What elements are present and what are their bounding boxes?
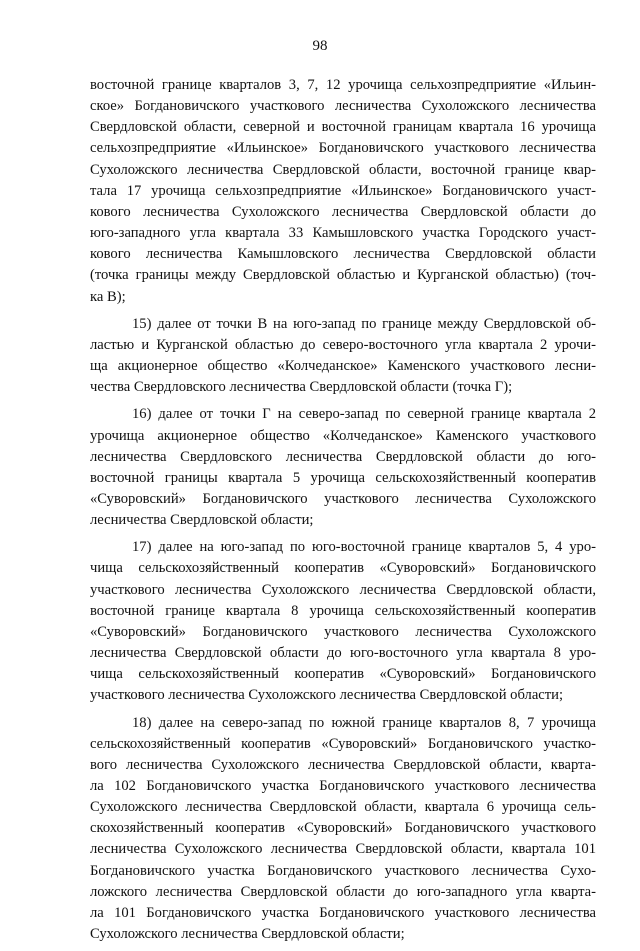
document-body bbox=[90, 75, 596, 951]
text-line: тала 17 урочища сельхозпредприятие «Ильинское» Богдановичского участ- bbox=[90, 182, 596, 199]
text-line: «Суворовский» Богдановичского участкового лесничества Сухоложского bbox=[90, 623, 596, 640]
text-line: ское» Богдановичского участкового лесничества Сухоложского лесничества bbox=[90, 98, 596, 115]
text-line: Сухоложского лесничества Свердловской области, восточной границе квар- bbox=[90, 161, 596, 178]
text-line: Свердловской области, северной и восточной границам квартала 16 урочища bbox=[90, 119, 596, 136]
text-line: (точка границы между Свердловской областью и Курганской областью) (точ- bbox=[90, 267, 596, 284]
text-line: лесничества Сухоложского лесничества Свердловской области, квартала 101 bbox=[90, 841, 596, 858]
text-line: 17) далее на юго-запад по юго-восточной границе кварталов 5, 4 уро- bbox=[132, 539, 596, 556]
text-line: «Суворовский» Богдановичского участкового лесничества Сухоложского bbox=[90, 490, 596, 507]
text-line: 18) далее на северо-запад по южной границе кварталов 8, 7 урочища bbox=[132, 714, 596, 731]
text-line: Богдановичского участка Богдановичского участкового лесничества Сухо- bbox=[90, 862, 596, 879]
text-line: лесничества Свердловского лесничества Свердловской области до юго- bbox=[90, 448, 596, 465]
text-line: ща акционерное общество «Колчеданское» Каменского участкового лесни- bbox=[90, 358, 596, 375]
text-line: урочища акционерное общество «Колчеданское» Каменского участкового bbox=[90, 427, 596, 444]
text-line: 16) далее от точки Г на северо-запад по северной границе квартала 2 bbox=[132, 406, 596, 423]
text-line: сельскохозяйственный кооператив «Суворовский» Богдановичского участко- bbox=[90, 735, 596, 752]
text-line: кового лесничества Камышловского лесничества Свердловской области bbox=[90, 246, 596, 263]
text-line: кового лесничества Сухоложского лесничества Свердловской области до bbox=[90, 203, 596, 220]
text-line: участкового лесничества Сухоложского лесничества Свердловской области; bbox=[90, 687, 564, 704]
paragraph-intro-boundary bbox=[90, 75, 596, 308]
text-line: лесничества Свердловской области; bbox=[90, 512, 314, 529]
paragraph-item-18 bbox=[90, 713, 596, 946]
paragraph-item-15 bbox=[90, 314, 596, 399]
text-line: ка В); bbox=[90, 288, 126, 305]
text-line: участкового лесничества Сухоложского лесничества Свердловской области, bbox=[90, 581, 596, 598]
page-number: 98 bbox=[312, 38, 328, 54]
text-line: восточной границе квартала 8 урочища сельскохозяйственный кооператив bbox=[90, 602, 596, 619]
text-line: скохозяйственный кооператив «Суворовский» Богдановичского участкового bbox=[90, 820, 596, 837]
text-line: ла 102 Богдановичского участка Богдановичского участкового лесничества bbox=[90, 778, 596, 794]
paragraph-item-17 bbox=[90, 537, 596, 706]
text-line: сельхозпредприятие «Ильинское» Богдановичского участкового лесничества bbox=[90, 140, 596, 157]
text-line: лесничества Свердловской области до юго-восточного угла квартала 8 уро- bbox=[90, 645, 596, 662]
text-line: 15) далее от точки В на юго-запад по границе между Свердловской об- bbox=[132, 315, 596, 332]
text-line: ластью и Курганской областью до северо-восточного угла квартала 2 урочи- bbox=[90, 336, 596, 353]
text-line: чища сельскохозяйственный кооператив «Суворовский» Богдановичского bbox=[90, 666, 596, 683]
text-line: ла 101 Богдановичского участка Богдановичского участкового лесничества bbox=[90, 904, 596, 921]
paragraph-item-16 bbox=[90, 404, 596, 531]
text-line: чества Свердловского лесничества Свердловской области (точка Г); bbox=[90, 379, 513, 396]
text-line: чища сельскохозяйственный кооператив «Суворовский» Богдановичского bbox=[90, 560, 596, 577]
text-line: юго-западного угла квартала 33 Камышловского участка Городского участ- bbox=[90, 225, 596, 242]
text-line: вого лесничества Сухоложского лесничества Свердловской области, кварта- bbox=[90, 756, 596, 773]
text-line: Сухоложского лесничества Свердловской области, квартала 6 урочища сель- bbox=[90, 799, 596, 816]
text-line: восточной границы квартала 5 урочища сельскохозяйственный кооператив bbox=[90, 469, 596, 486]
text-line: восточной границе кварталов 3, 7, 12 урочища сельхозпредприятие «Ильин- bbox=[90, 77, 596, 93]
text-line: Сухоложского лесничества Свердловской области; bbox=[90, 926, 405, 943]
text-line: ложского лесничества Свердловской области до юго-западного угла кварта- bbox=[90, 883, 596, 900]
